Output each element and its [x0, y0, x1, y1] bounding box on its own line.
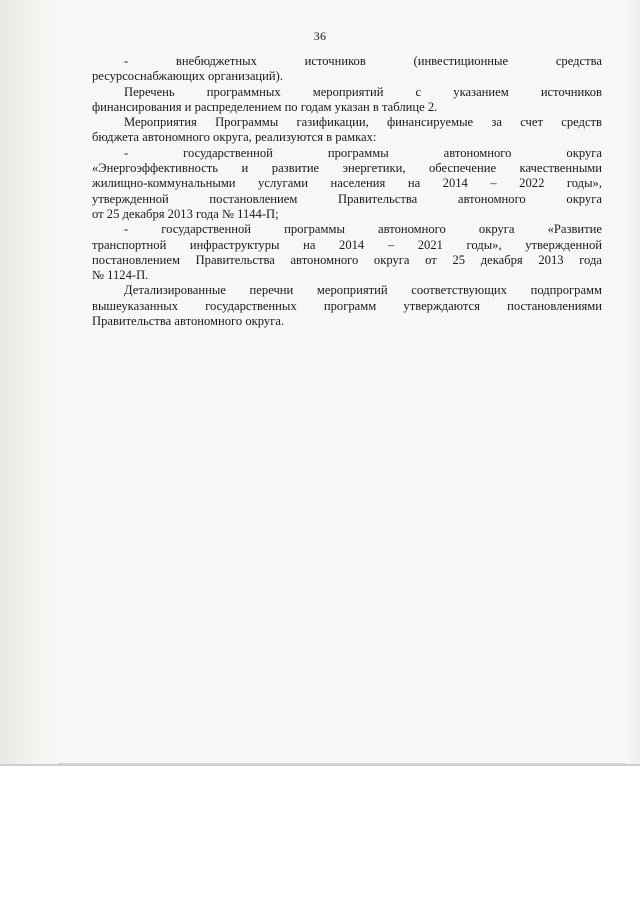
paragraph-4-line-4: утвержденной постановлением Правительства автономного округа	[92, 191, 602, 206]
paragraph-5-line-1: - государственной программы автономного округа «Развитие	[124, 222, 602, 237]
paragraph-4-line-3: жилищно-коммунальными услугами населения на 2014 – 2022 годы»,	[92, 176, 602, 191]
paragraph-2-line-1: Перечень программных мероприятий с указанием источников	[124, 84, 602, 99]
scan-bottom-edge	[0, 764, 640, 766]
document-body	[92, 54, 602, 329]
paragraph-1-line-1: - внебюджетных источников (инвестиционные средства	[124, 54, 602, 68]
paragraph-5-line-3: постановлением Правительства автономного округа от 25 декабря 2013 года	[92, 252, 602, 267]
paragraph-4-line-2: «Энергоэффективность и развитие энергетики, обеспечение качественными	[92, 161, 602, 176]
paragraph-4-line-1: - государственной программы автономного округа	[124, 145, 602, 160]
scan-shadow-left	[0, 0, 58, 765]
paragraph-1-line-2: ресурсоснабжающих организаций).	[92, 69, 283, 84]
paragraph-6-line-3: Правительства автономного округа.	[92, 314, 285, 329]
paragraph-4-line-5: от 25 декабря 2013 года № 1144-П;	[92, 206, 279, 221]
paragraph-6-line-1: Детализированные перечни мероприятий соответствующих подпрограмм	[124, 283, 602, 298]
paragraph-2-line-2: финансирования и распределением по годам указан в таблице 2.	[92, 99, 438, 114]
paragraph-6-line-2: вышеуказанных государственных программ утверждаются постановлениями	[92, 298, 602, 313]
paragraph-3-line-1: Мероприятия Программы газификации, финансируемые за счет средств	[124, 115, 602, 130]
paragraph-3-line-2: бюджета автономного округа, реализуются в рамках:	[92, 130, 377, 145]
page-number: 36	[313, 29, 327, 43]
paragraph-5-line-2: транспортной инфраструктуры на 2014 – 2021 годы», утвержденной	[92, 237, 602, 252]
paragraph-5-line-4: № 1124-П.	[92, 268, 149, 283]
scan-shadow-right	[626, 0, 640, 765]
